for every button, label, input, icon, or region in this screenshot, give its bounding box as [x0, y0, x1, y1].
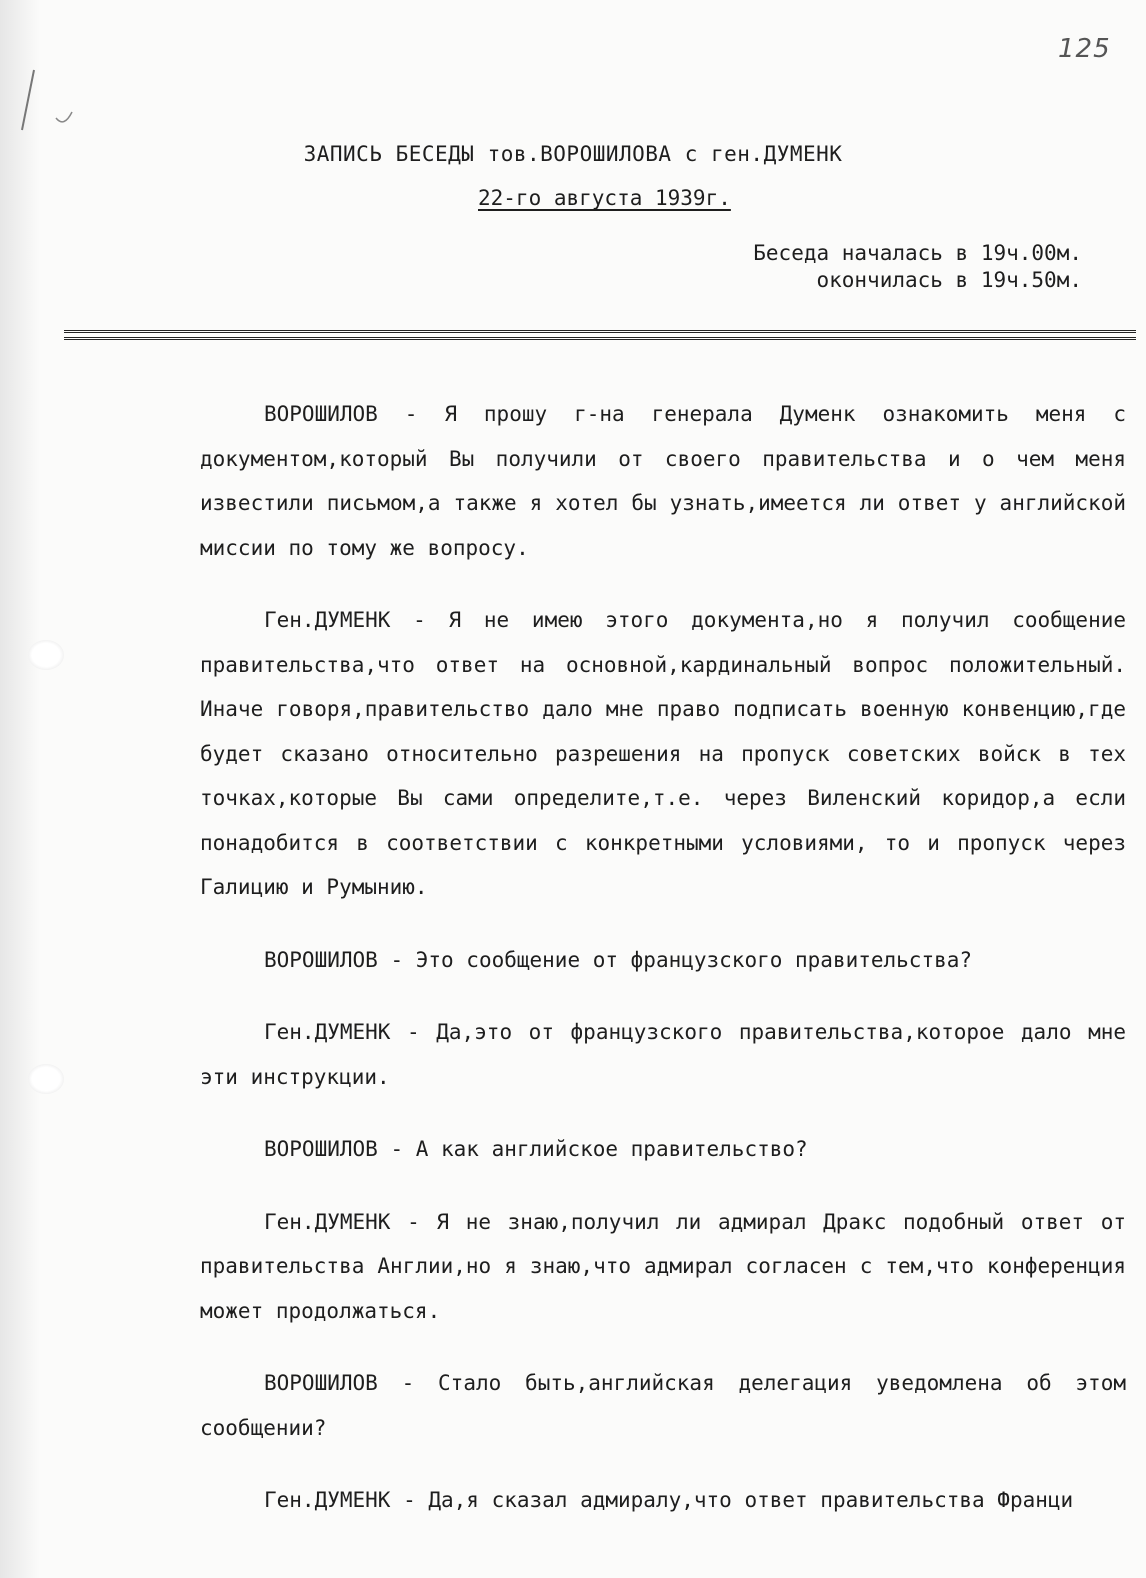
time-end: окончилась в 19ч.50м.: [816, 268, 1082, 292]
speaker-name: ВОРОШИЛОВ: [264, 947, 378, 972]
speaker-name: ВОРОШИЛОВ: [264, 402, 378, 426]
dialogue-paragraph: [200, 1478, 1126, 1523]
speech-text: - Я не имею этого документа,но я получил сообщение правительства,что ответ на основной,кардинальный вопрос положительный. Иначе говоря,правительство дало мне право подписать военную конвенцию,где будет сказано относительно разрешения на пропуск советских войск в тех точках,которые Вы сами определите,т.е. через Виленский коридор,а если понадобится в соответствии с конкретными условиями, то и пропуск через Галицию и Румынию.: [200, 608, 1126, 899]
time-block: [753, 240, 1082, 294]
dialogue-paragraph: [200, 392, 1126, 570]
punch-hole-top: [28, 640, 64, 670]
speaker-name: ВОРОШИЛОВ: [264, 1137, 378, 1161]
document-date: 22-го августа 1939г.: [478, 186, 731, 210]
speech-text: - Я не знаю,получил ли адмирал Дракс подобный ответ от правительства Англии,но я знаю,что адмирал согласен с тем,что конференция может продолжаться.: [200, 1209, 1126, 1323]
speech-text: - Стало быть,английская делегация уведомлена об этом сообщении?: [200, 1371, 1126, 1440]
speaker-name: Ген.ДУМЕНК: [264, 1209, 391, 1234]
dialogue-body: [200, 392, 1126, 1551]
pencil-mark-icon: [20, 60, 80, 140]
time-start: Беседа началась в 19ч.00м.: [753, 241, 1082, 265]
punch-hole-bottom: [28, 1064, 64, 1094]
speech-text: - А как английское правительство?: [377, 1137, 808, 1161]
dialogue-paragraph: [200, 938, 1126, 983]
dialogue-paragraph: [200, 1127, 1126, 1172]
dialogue-paragraph: [200, 598, 1126, 910]
speaker-name: ВОРОШИЛОВ: [264, 1371, 378, 1395]
speech-text: - Да,это от французского правительства,которое дало мне эти инструкции.: [200, 1020, 1126, 1089]
document-title: ЗАПИСЬ БЕСЕДЫ тов.ВОРОШИЛОВА с ген.ДУМЕНК: [303, 142, 843, 166]
speaker-name: Ген.ДУМЕНК: [264, 608, 391, 632]
speaker-name: Ген.ДУМЕНК: [264, 1488, 391, 1512]
speaker-name: Ген.ДУМЕНК: [264, 1020, 391, 1044]
separator-line: [64, 330, 1136, 340]
dialogue-paragraph: [200, 1010, 1126, 1099]
dialogue-paragraph: [200, 1361, 1126, 1450]
speech-text: - Да,я сказал адмиралу,что ответ правительства Франци: [390, 1488, 1074, 1512]
speech-text: - Это сообщение от французского правительства?: [377, 947, 973, 972]
speech-text: - Я прошу г-на генерала Думенк ознакомить меня с документом,который Вы получили от своего правительства и о чем меня известили письмом,а также я хотел бы узнать,имеется ли ответ у английской миссии по тому же вопросу.: [200, 402, 1126, 560]
page-number: 125: [1058, 34, 1111, 64]
dialogue-paragraph: [200, 1200, 1126, 1334]
